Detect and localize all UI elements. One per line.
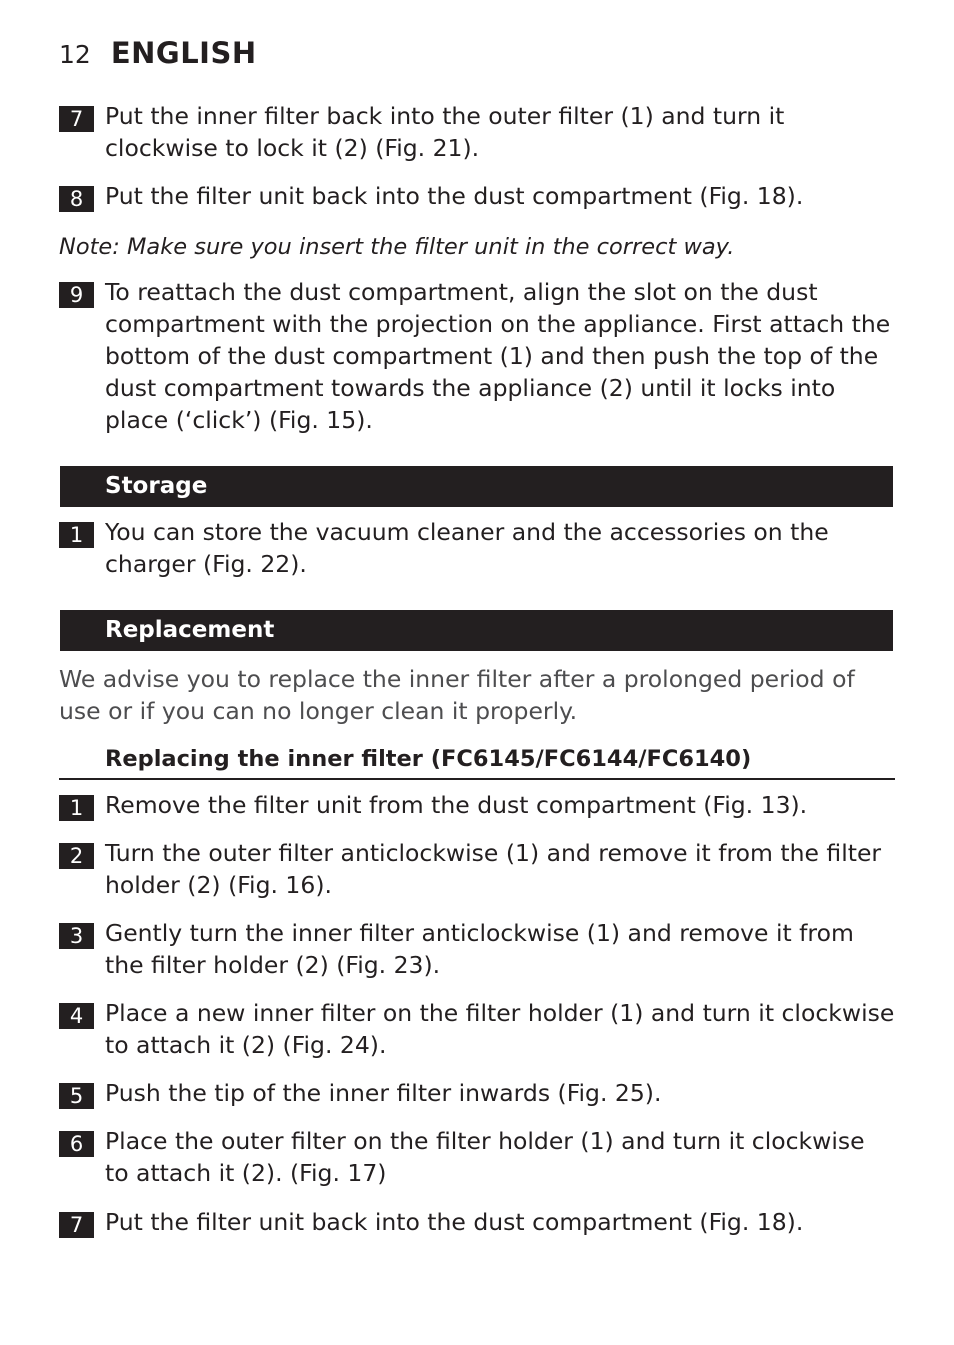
step-text: Place the outer filter on the filter holder (1) and turn it clockwise to attach it (2). (Fig. 17) xyxy=(105,1127,865,1187)
step-number: 4 xyxy=(59,1003,94,1029)
subsection-heading: Replacing the inner filter (FC6145/FC6144/FC6140) xyxy=(105,746,752,772)
step-number: 6 xyxy=(59,1131,94,1157)
step-number: 9 xyxy=(59,282,94,308)
step-text: Remove the filter unit from the dust compartment (Fig. 13). xyxy=(105,791,808,819)
step-text: Put the filter unit back into the dust compartment (Fig. 18). xyxy=(105,1208,804,1236)
step-text: Put the filter unit back into the dust compartment (Fig. 18). xyxy=(105,182,804,210)
language-heading: ENGLISH xyxy=(110,36,257,70)
note-text: Note: Make sure you insert the filter unit in the correct way. xyxy=(59,234,735,260)
section-heading-bar xyxy=(60,466,893,507)
step-text: Gently turn the inner filter anticlockwise (1) and remove it from the filter holder (2) (Fig. 23). xyxy=(105,919,854,979)
step-number: 3 xyxy=(59,923,94,949)
subsection-rule xyxy=(59,778,895,780)
step-number: 7 xyxy=(59,1212,94,1238)
page-header xyxy=(59,36,257,72)
section-heading-bar xyxy=(60,610,893,651)
step-text: You can store the vacuum cleaner and the accessories on the charger (Fig. 22). xyxy=(105,518,829,578)
step-text: Place a new inner filter on the filter holder (1) and turn it clockwise to attach it (2) (Fig. 24). xyxy=(105,999,895,1059)
step-number: 7 xyxy=(59,106,94,132)
step-text: Turn the outer filter anticlockwise (1) and remove it from the filter holder (2) (Fig. 16). xyxy=(105,839,882,899)
step-number: 1 xyxy=(59,522,94,548)
step-number: 2 xyxy=(59,843,94,869)
page-number: 12 xyxy=(59,40,91,69)
step-number: 8 xyxy=(59,186,94,212)
step-text: To reattach the dust compartment, align the slot on the dust compartment with the projection on the appliance. First attach the bottom of the dust compartment (1) and then push the top of the dust compartment towards the appliance (2) until it locks into place (‘click’) (Fig. 15). xyxy=(105,278,891,434)
step-text: Push the tip of the inner filter inwards (Fig. 25). xyxy=(105,1079,662,1107)
replacement-intro: We advise you to replace the inner filter after a prolonged period of use or if you can no longer clean it properly. xyxy=(59,665,855,725)
section-title-replacement: Replacement xyxy=(105,617,275,643)
section-title-storage: Storage xyxy=(105,473,208,499)
step-number: 1 xyxy=(59,795,94,821)
step-number: 5 xyxy=(59,1083,94,1109)
step-text: Put the inner filter back into the outer filter (1) and turn it clockwise to lock it (2) (Fig. 21). xyxy=(105,102,785,162)
